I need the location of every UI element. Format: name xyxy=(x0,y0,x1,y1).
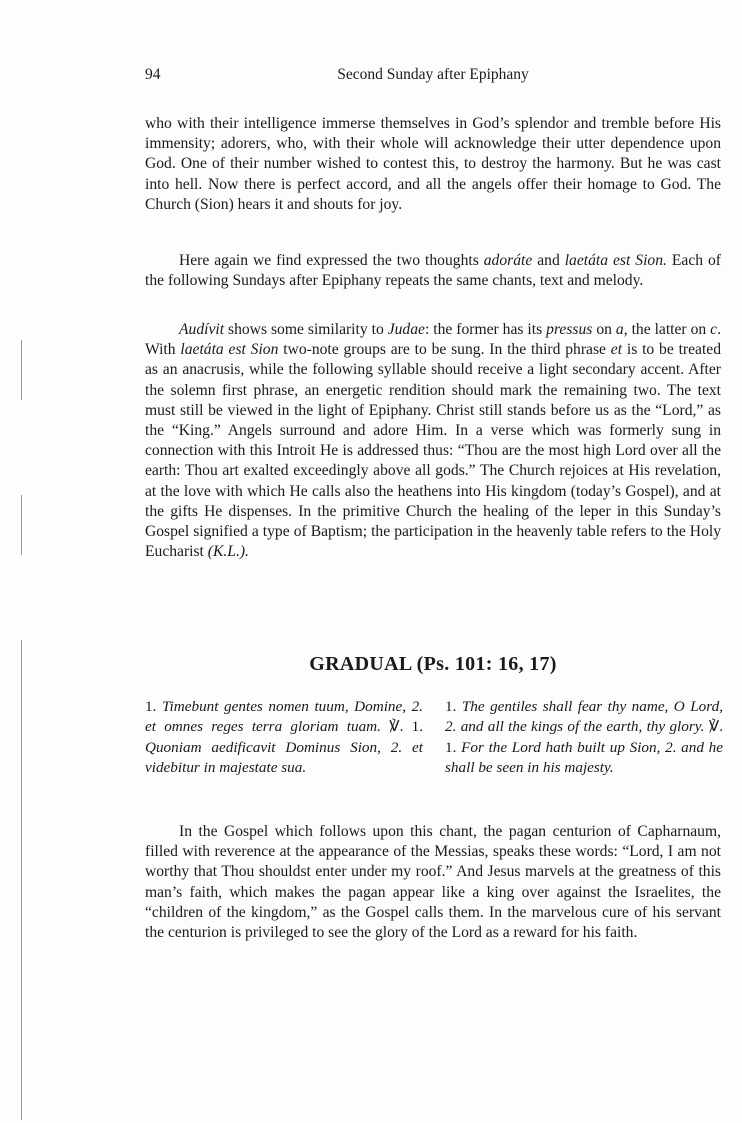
english-text: The gentiles shall fear thy name, O Lord, 2. and all the kings of the earth, thy glory. xyxy=(445,698,724,736)
italic-run: a xyxy=(615,321,624,338)
text-run: is to be treated as an anacrusis, while the following syllable should receive a light secondary accent. After the solemn first phrase, an energetic rendition should mark the remaining two. The text must still be viewed in the light of Epiphany. Christ still stands before us as the “Lord,” as the “King.” Angels surround and adore Him. In a verse which was formerly sung in connection with this Introit He is addressed thus: “Thou are the most high Lord over all the earth: Thou art exalted exceedingly above all gods.” The Church rejoices at His revelation, at the love with which He calls also the heathens into His kingdom (today’s Gospel), and at the gifts He dispenses. In the primitive Church the healing of the leper in this Sunday’s Gospel signified a type of Baptism; the participation in the heavenly table refers to the Holy Eucharist xyxy=(145,341,722,561)
italic-run: et xyxy=(610,341,623,359)
verse-number: 1. xyxy=(145,698,162,715)
text-run: Each of the following Sundays after Epiphany repeats the same chants, text and melody. xyxy=(145,252,721,290)
scan-edge-line xyxy=(21,340,22,400)
italic-run: Audívit xyxy=(179,321,225,338)
italic-run: laetáta est Sion xyxy=(180,341,279,359)
latin-text: Quoniam aedificavit Dominus Sion, 2. et videbitur in majestate sua. xyxy=(145,738,423,777)
text-run: two-note groups are to be sung. In the third phrase xyxy=(278,341,611,359)
paragraph-2 xyxy=(145,251,721,291)
text-run: shows some similarity to xyxy=(224,321,388,338)
italic-run: (K.L.). xyxy=(207,543,249,561)
paragraph-2-text xyxy=(145,251,721,291)
italic-run: Judae xyxy=(387,321,425,338)
text-run: on xyxy=(592,321,616,338)
latin-column xyxy=(145,697,423,779)
text-run: Here again we find expressed the two thoughts xyxy=(179,252,484,269)
text-run: . With xyxy=(145,321,721,359)
english-text: For the Lord hath built up Sion, 2. and he shall be seen in his majesty. xyxy=(445,738,723,777)
verse-number: 1. xyxy=(445,698,462,715)
paragraph-3-text xyxy=(145,320,721,562)
italic-run: laetáta est Sion. xyxy=(564,252,667,269)
paragraph-3 xyxy=(145,320,721,562)
scan-edge-line xyxy=(21,495,22,555)
page-number: 94 xyxy=(145,66,161,83)
versicle-marker: ℣. 1. xyxy=(389,718,424,736)
paragraph-4-text: In the Gospel which follows upon this chant, the pagan centurion of Capharnaum, filled with reverence at the appearance of the Messias, speaks these words: “Lord, I am not worthy that Thou shouldst enter under my roof.” And Jesus marvels at the greatness of this man’s faith, which makes the pagan appear like a king over against the Israelites, the “children of the kingdom,” as the Gospel calls them. In the marvelous cure of his servant the centurion is privileged to see the glory of the Lord as a reward for his faith. xyxy=(145,823,721,942)
english-column xyxy=(445,697,723,779)
text-run: , the latter on xyxy=(623,321,711,338)
versicle-marker: ℣. 1. xyxy=(445,718,723,756)
text-run: and xyxy=(532,252,565,269)
italic-run: pressus xyxy=(546,321,593,338)
paragraph-4 xyxy=(145,822,721,943)
scan-edge-line xyxy=(21,640,22,1120)
gradual-heading: GRADUAL (Ps. 101: 16, 17) xyxy=(309,653,557,675)
paragraph-1-text: who with their intelligence immerse themselves in God’s splendor and tremble before His immensity; adorers, who, with their whole will acknowledge their utter dependence upon God. One of their number wished to contest this, to destroy the harmony. But he was cast into hell. Now there is perfect accord, and all the angels offer their homage to God. The Church (Sion) hears it and shouts for joy. xyxy=(145,115,721,213)
text-run: : the former has its xyxy=(424,321,547,338)
latin-text: Timebunt gentes nomen tuum, Domine, 2. et omnes reges terra gloriam tuam. xyxy=(145,698,423,736)
running-title: Second Sunday after Epiphany xyxy=(337,66,529,83)
page-header xyxy=(145,66,721,88)
italic-run: adoráte xyxy=(483,252,533,269)
paragraph-1 xyxy=(145,114,721,215)
italic-run: c xyxy=(710,321,718,338)
